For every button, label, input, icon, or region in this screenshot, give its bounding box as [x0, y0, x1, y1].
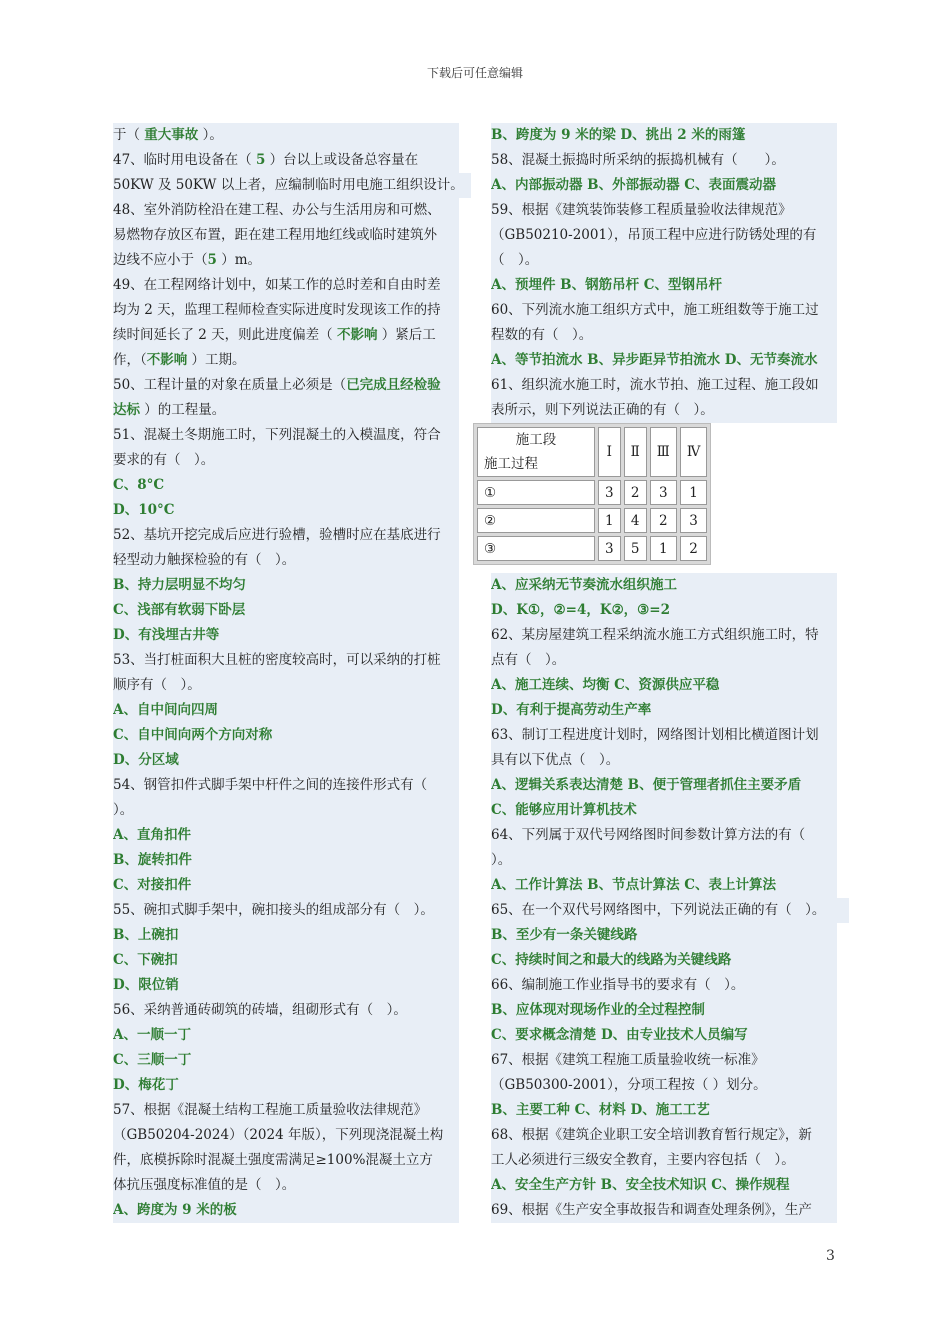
text-line	[491, 1148, 837, 1173]
question-text: 要求的有（ ）。	[113, 452, 215, 468]
text-line	[491, 823, 837, 848]
text-line	[491, 748, 837, 773]
question-text: 64、下列属于双代号网络图时间参数计算方法的有（	[491, 827, 806, 843]
text-line	[491, 948, 837, 973]
text-line	[113, 623, 459, 648]
text-line	[113, 948, 459, 973]
question-text: 均为 2 天，监理工程师检查实际进度时发现该工作的持	[113, 302, 441, 318]
answer-text: D、有利于提高劳动生产率	[491, 702, 652, 718]
text-line	[491, 798, 837, 823]
answer-text: D、限位销	[113, 977, 179, 993]
text-line	[113, 1148, 459, 1173]
text-line	[491, 773, 837, 798]
text-line	[113, 1023, 459, 1048]
question-text: 边线不应小于（	[113, 252, 208, 268]
text-line	[491, 623, 837, 648]
text-line	[113, 923, 459, 948]
text-line	[113, 673, 459, 698]
answer-text: 重大事故	[144, 127, 199, 143]
text-line	[113, 698, 459, 723]
text-line	[491, 698, 837, 723]
answer-text: A、施工连续、均衡 C、资源供应平稳	[491, 677, 720, 693]
table-col-header: Ⅲ	[650, 427, 677, 477]
text-line	[491, 648, 837, 673]
text-line	[113, 523, 459, 548]
table-cell: 1	[650, 536, 677, 561]
question-text: 顺序有（ ）。	[113, 677, 201, 693]
text-line	[491, 198, 837, 223]
answer-text: A、逻辑关系表达清楚 B、便于管理者抓住主要矛盾	[491, 777, 802, 793]
answer-text: D、有浅埋古井等	[113, 627, 220, 643]
text-line	[113, 773, 459, 798]
text-line	[113, 548, 459, 573]
text-line	[113, 148, 459, 173]
text-line	[113, 748, 459, 773]
question-text: 60、下列流水施工组织方式中，施工班组数等于施工过	[491, 302, 819, 318]
text-line	[113, 498, 459, 523]
answer-text: B、主要工种 C、材料 D、施工工艺	[491, 1102, 710, 1118]
table-cell: 1	[680, 480, 708, 505]
answer-text: A、等节拍流水 B、异步距异节拍流水 D、无节奏流水	[491, 352, 818, 368]
answer-text: D、梅花丁	[113, 1077, 179, 1093]
text-line	[491, 573, 837, 598]
question-text: 点有（ ）。	[491, 652, 566, 668]
answer-text: B、旋转扣件	[113, 852, 192, 868]
question-text: 66、编制施工作业指导书的要求有（ ）。	[491, 977, 745, 993]
text-line	[113, 1123, 459, 1148]
text-line	[491, 1123, 837, 1148]
answer-text: 不影响	[146, 352, 188, 368]
question-text: 工人必须进行三级安全教育，主要内容包括（ ）。	[491, 1152, 795, 1168]
flow-table-wrapper	[484, 423, 837, 573]
answer-text: C、下碗扣	[113, 952, 178, 968]
answer-text: C、对接扣件	[113, 877, 192, 893]
text-line	[113, 223, 459, 248]
answer-text: B、持力层明显不均匀	[113, 577, 246, 593]
table-cell: 1	[598, 508, 621, 533]
text-line	[491, 373, 837, 398]
answer-text: D、10°C	[113, 502, 175, 518]
text-line	[113, 1073, 459, 1098]
text-line	[113, 1048, 459, 1073]
question-text: 67、根据《建筑工程施工质量验收统一标准》	[491, 1052, 765, 1068]
table-row-process: ②	[477, 508, 595, 533]
question-text: （GB50300-2001），分项工程按（ ）划分。	[491, 1077, 767, 1093]
page-header: 下载后可任意编辑	[426, 66, 523, 80]
answer-text: A、跨度为 9 米的板	[113, 1202, 237, 1218]
answer-text: C、三顺一丁	[113, 1052, 192, 1068]
flow-rhythm-table	[473, 423, 711, 565]
answer-text: B、上碗扣	[113, 927, 179, 943]
table-cell: 4	[624, 508, 647, 533]
text-line	[491, 673, 837, 698]
answer-text: C、能够应用计算机技术	[491, 802, 637, 818]
table-header-process-label: 施工过程	[484, 456, 538, 472]
text-line	[491, 148, 837, 173]
question-text: ）台以上或设备总容量在	[265, 152, 419, 168]
answer-text: B、跨度为 9 米的梁 D、挑出 2 米的雨篷	[491, 127, 746, 143]
text-line	[491, 1198, 837, 1223]
table-col-header: Ⅰ	[598, 427, 621, 477]
text-line	[491, 1098, 837, 1123]
text-line	[491, 898, 849, 923]
answer-text: A、内部振动器 B、外部振动器 C、表面震动器	[491, 177, 777, 193]
question-text: 62、某房屋建筑工程采纳流水施工方式组织施工时，特	[491, 627, 819, 643]
table-cell: 3	[650, 480, 677, 505]
question-text: 55、碗扣式脚手架中，碗扣接头的组成部分有（ ）。	[113, 902, 434, 918]
question-text: 47、临时用电设备在（	[113, 152, 256, 168]
answer-text: B、至少有一条关键线路	[491, 927, 638, 943]
question-text: 52、基坑开挖完成后应进行验槽，验槽时应在基底进行	[113, 527, 441, 543]
text-line	[113, 823, 459, 848]
question-text: ）。	[113, 802, 134, 818]
text-line	[491, 123, 837, 148]
left-column	[113, 123, 464, 1223]
question-text: 56、采纳普通砖砌筑的砖墙，组砌形式有（ ）。	[113, 1002, 407, 1018]
question-text: ）紧后工	[377, 327, 436, 343]
text-line	[113, 248, 459, 273]
question-text: 体抗压强度标准值的是（ ）。	[113, 1177, 296, 1193]
table-cell: 2	[650, 508, 677, 533]
answer-text: D、分区域	[113, 752, 179, 768]
table-col-header: Ⅳ	[680, 427, 708, 477]
text-line	[113, 798, 459, 823]
text-line	[113, 173, 471, 198]
question-text: 49、在工程网络计划中，如某工作的总时差和自由时差	[113, 277, 441, 293]
right-column-top-text	[491, 123, 837, 423]
answer-text: A、自中间向四周	[113, 702, 218, 718]
right-column-bottom-text	[491, 573, 837, 1223]
answer-text: C、自中间向两个方向对称	[113, 727, 273, 743]
text-line	[491, 848, 837, 873]
text-line	[491, 923, 837, 948]
answer-text: C、要求概念清楚 D、由专业技术人员编写	[491, 1027, 748, 1043]
answer-text: A、工作计算法 B、节点计算法 C、表上计算法	[491, 877, 777, 893]
text-line	[491, 323, 837, 348]
question-text: 具有以下优点（ ）。	[491, 752, 620, 768]
text-line	[113, 473, 459, 498]
question-text: 作，（	[113, 352, 147, 368]
text-line	[113, 123, 459, 148]
answer-text: A、应采纳无节奏流水组织施工	[491, 577, 677, 593]
text-line	[113, 848, 459, 873]
table-row-process: ③	[477, 536, 595, 561]
answer-text: A、预埋件 B、钢筋吊杆 C、型钢吊杆	[491, 277, 723, 293]
text-line	[491, 998, 837, 1023]
question-text: ）m。	[216, 252, 261, 268]
text-line	[113, 348, 459, 373]
right-column	[484, 123, 837, 1223]
table-col-header: Ⅱ	[624, 427, 647, 477]
question-text: 63、制订工程进度计划时，网络图计划相比横道图计划	[491, 727, 819, 743]
text-line	[491, 248, 837, 273]
question-text: 续时间延长了 2 天，则此进度偏差（	[113, 327, 337, 343]
text-line	[113, 973, 459, 998]
answer-text: C、浅部有软弱下卧层	[113, 602, 246, 618]
text-line	[113, 398, 459, 423]
text-line	[113, 373, 459, 398]
text-line	[113, 573, 459, 598]
text-line	[491, 1023, 837, 1048]
table-row	[477, 536, 707, 561]
table-cell: 2	[624, 480, 647, 505]
question-text: （GB50204-2024）（2024 年版），下列现浇混凝土构	[113, 1127, 444, 1143]
question-text: ）的工程量。	[140, 402, 226, 418]
question-text: 表所示，则下列说法正确的有（ ）。	[491, 402, 714, 418]
text-line	[113, 1173, 459, 1198]
text-line	[491, 598, 837, 623]
question-text: 轻型动力触探检验的有（ ）。	[113, 552, 296, 568]
text-line	[113, 298, 459, 323]
question-text: 48、室外消防栓沿在建工程、办公与生活用房和可燃、	[113, 202, 441, 218]
text-line	[113, 723, 459, 748]
text-line	[113, 1198, 459, 1223]
question-text: 61、组织流水施工时，流水节拍、施工过程、施工段如	[491, 377, 819, 393]
text-line	[113, 898, 459, 923]
question-text: （GB50210-2001），吊顶工程中应进行防锈处理的有	[491, 227, 817, 243]
answer-text: A、安全生产方针 B、安全技术知识 C、操作规程	[491, 1177, 790, 1193]
table-row	[477, 480, 707, 505]
question-text: 50、工程计量的对象在质量上必须是（	[113, 377, 347, 393]
text-line	[491, 973, 837, 998]
text-line	[491, 298, 837, 323]
table-header-section-label: 施工段	[515, 432, 557, 448]
question-text: 程数的有（ ）。	[491, 327, 593, 343]
text-line	[491, 273, 837, 298]
answer-text: A、直角扣件	[113, 827, 191, 843]
question-text: 50KW 及 50KW 以上者，应编制临时用电施工组织设计。	[113, 177, 464, 193]
question-text: 57、根据《混凝土结构工程施工质量验收法律规范》	[113, 1102, 428, 1118]
question-text: ）。	[491, 852, 512, 868]
text-line	[491, 1073, 837, 1098]
answer-text: D、K①，②=4，K②，③=2	[491, 602, 670, 618]
table-row-process: ①	[477, 480, 595, 505]
question-text: 件，底模拆除时混凝土强度需满足≥100%混凝土立方	[113, 1152, 433, 1168]
text-line	[113, 323, 459, 348]
answer-text: 5	[255, 152, 266, 168]
table-cell: 3	[598, 480, 621, 505]
text-line	[113, 648, 459, 673]
table-cell: 2	[680, 536, 708, 561]
text-line	[113, 448, 459, 473]
question-text: ）工期。	[187, 352, 246, 368]
question-text: 69、根据《生产安全事故报告和调查处理条例》，生产	[491, 1202, 812, 1218]
text-line	[491, 873, 837, 898]
table-cell: 3	[598, 536, 621, 561]
question-text: 58、混凝土振捣时所采纳的振捣机械有（ ）。	[491, 152, 785, 168]
question-text: 54、钢管扣件式脚手架中杆件之间的连接件形式有（	[113, 777, 428, 793]
text-line	[491, 223, 837, 248]
table-row	[477, 508, 707, 533]
answer-text: 不影响	[336, 327, 378, 343]
question-text: 于（	[113, 127, 145, 143]
question-text: 易燃物存放区布置，距在建工程用地红线或临时建筑外	[113, 227, 437, 243]
answer-text: C、持续时间之和最大的线路为关键线路	[491, 952, 732, 968]
text-line	[113, 998, 459, 1023]
table-cell: 5	[624, 536, 647, 561]
table-header-cell	[477, 427, 595, 477]
question-text: （ ）。	[491, 252, 539, 268]
text-line	[113, 598, 459, 623]
question-text: 68、根据《建筑企业职工安全培训教育暂行规定》，新	[491, 1127, 812, 1143]
text-line	[491, 1173, 837, 1198]
answer-text: 5	[207, 252, 217, 268]
answer-text: 已完成且经检验	[346, 377, 441, 393]
question-text: 59、根据《建筑装饰装修工程质量验收法律规范》	[491, 202, 792, 218]
question-text: 65、在一个双代号网络图中，下列说法正确的有（ ）。	[491, 902, 826, 918]
question-text: ）。	[198, 127, 223, 143]
text-line	[113, 423, 459, 448]
text-line	[491, 348, 837, 373]
answer-text: 达标	[113, 402, 140, 418]
text-line	[491, 173, 837, 198]
text-line	[113, 198, 459, 223]
text-line	[113, 1098, 459, 1123]
answer-text: C、8°C	[113, 477, 165, 493]
text-line	[113, 873, 459, 898]
question-text: 51、混凝土冬期施工时，下列混凝土的入模温度，符合	[113, 427, 441, 443]
answer-text: B、应体现对现场作业的全过程控制	[491, 1002, 705, 1018]
text-line	[491, 1048, 837, 1073]
question-text: 53、当打桩面积大且桩的密度较高时，可以采纳的打桩	[113, 652, 441, 668]
text-line	[113, 273, 459, 298]
page-number: 3	[826, 1248, 835, 1264]
table-cell: 3	[680, 508, 708, 533]
text-line	[491, 398, 837, 423]
text-line	[491, 723, 837, 748]
answer-text: A、一顺一丁	[113, 1027, 191, 1043]
